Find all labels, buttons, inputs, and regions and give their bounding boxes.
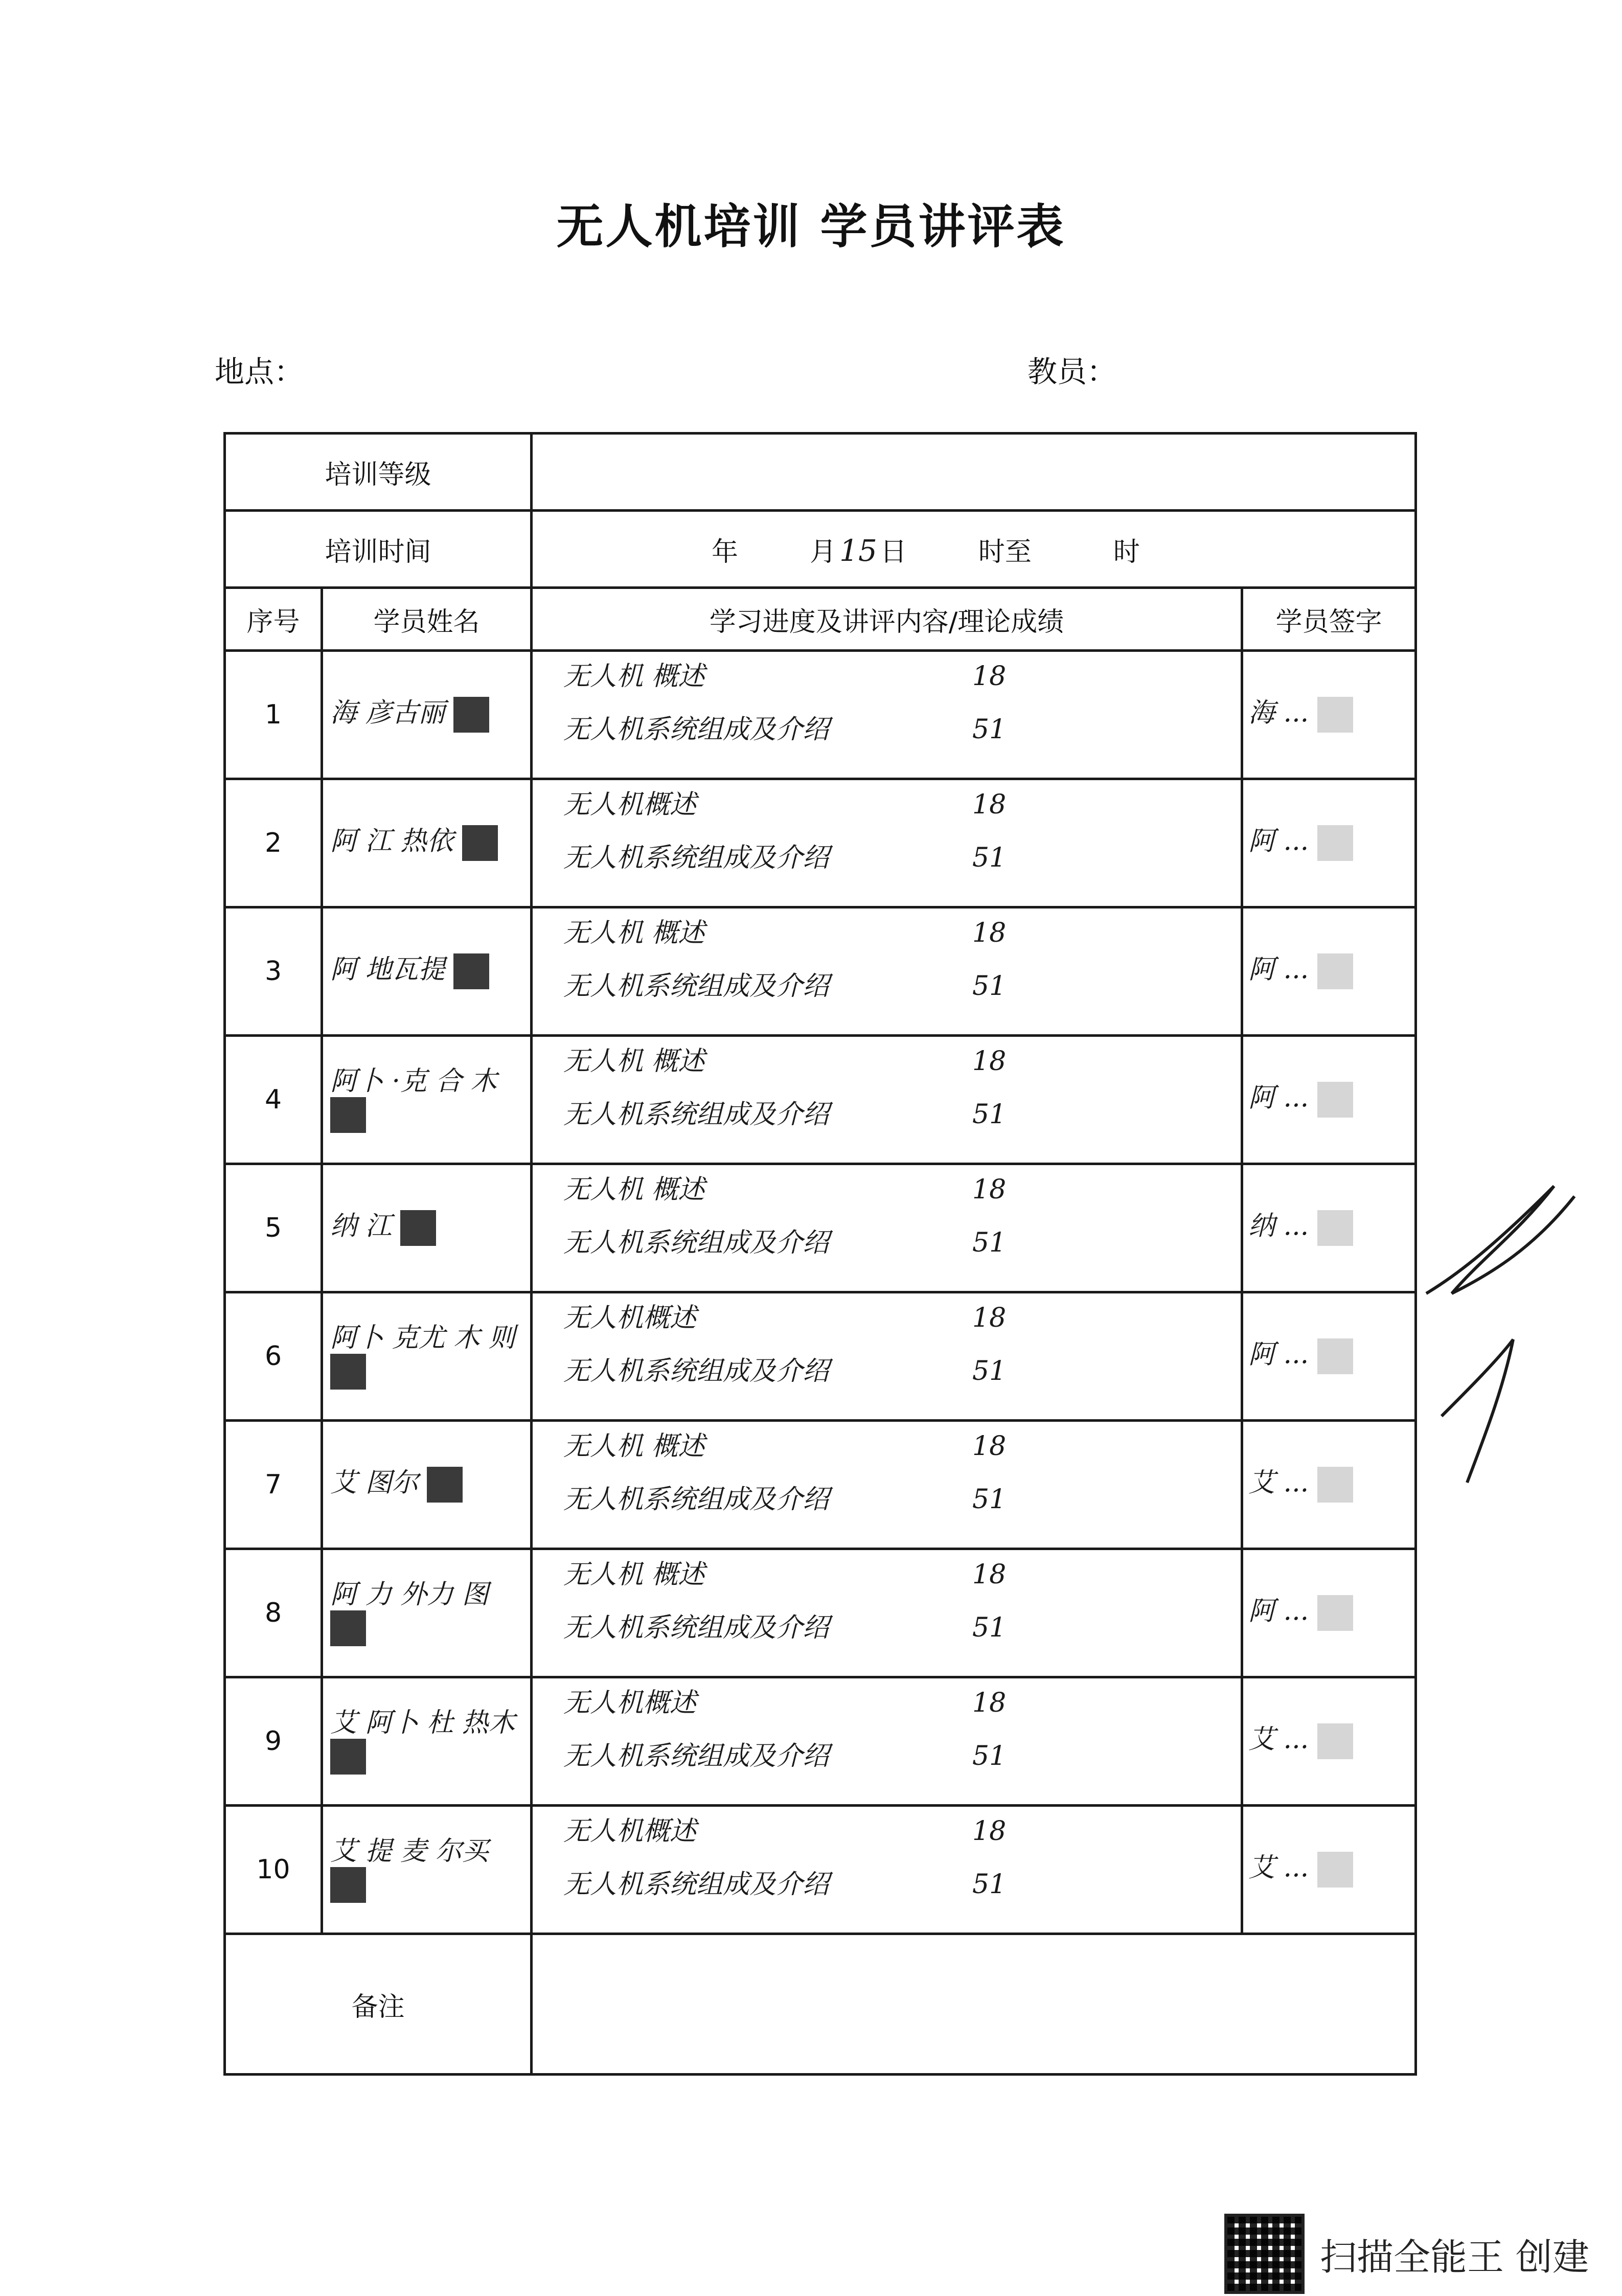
header-content: 学习进度及讲评内容/理论成绩	[532, 588, 1242, 651]
score-system: 51	[972, 1227, 1007, 1258]
redaction-mark	[453, 953, 489, 989]
topic-system: 无人机系统组成及介绍	[563, 1484, 830, 1515]
table-row	[225, 1164, 1416, 1292]
evaluation-table	[223, 432, 1417, 2076]
row-seq: 1	[225, 651, 322, 779]
progress-content	[532, 1292, 1242, 1421]
topic-overview: 无人机概述	[563, 1688, 697, 1718]
student-signature: 阿 ...	[1242, 907, 1416, 1036]
page-title: 无人机培训 学员讲评表	[556, 199, 1066, 254]
table-row	[225, 1421, 1416, 1549]
redaction-mark	[330, 1739, 366, 1775]
table-row	[225, 907, 1416, 1036]
progress-content	[532, 1549, 1242, 1677]
topic-system: 无人机系统组成及介绍	[563, 714, 830, 745]
level-value	[532, 434, 1416, 511]
student-signature: 艾 ...	[1242, 1806, 1416, 1934]
redaction-mark	[1317, 953, 1353, 989]
topic-system: 无人机系统组成及介绍	[563, 971, 830, 1002]
redaction-mark	[1317, 1467, 1353, 1503]
remark-label: 备注	[225, 1934, 532, 2075]
brand-text: 扫描全能王 创建	[1320, 2235, 1589, 2279]
student-signature: 阿 ...	[1242, 779, 1416, 907]
topic-overview: 无人机 概述	[563, 1174, 705, 1205]
redaction-mark	[462, 825, 498, 861]
redaction-mark	[427, 1467, 463, 1503]
topic-system: 无人机系统组成及介绍	[563, 843, 830, 873]
student-name: 艾 阿卜 杜 热木	[322, 1677, 532, 1806]
row-seq: 4	[225, 1036, 322, 1164]
table-row	[225, 1677, 1416, 1806]
student-signature: 阿 ...	[1242, 1292, 1416, 1421]
student-signature: 海 ...	[1242, 651, 1416, 779]
student-name: 阿 力 外力 图	[322, 1549, 532, 1677]
redaction-mark	[1317, 1082, 1353, 1118]
score-system: 51	[972, 714, 1007, 745]
header-seq: 序号	[225, 588, 322, 651]
redaction-mark	[1317, 1595, 1353, 1631]
score-overview: 18	[972, 1046, 1007, 1077]
redaction-mark	[1317, 1723, 1353, 1759]
header-signature: 学员签字	[1242, 588, 1416, 651]
student-name: 艾 提 麦 尔买	[322, 1806, 532, 1934]
score-system: 51	[972, 971, 1007, 1002]
progress-content	[532, 1806, 1242, 1934]
topic-overview: 无人机 概述	[563, 1431, 705, 1462]
signature-stroke	[1421, 1176, 1590, 1493]
scanner-watermark	[1224, 2214, 1589, 2294]
redaction-mark	[330, 1610, 366, 1646]
row-seq: 2	[225, 779, 322, 907]
table-row	[225, 1036, 1416, 1164]
student-name: 海 彦古丽	[322, 651, 532, 779]
topic-overview: 无人机概述	[563, 1303, 697, 1333]
score-system: 51	[972, 1612, 1007, 1643]
table-row	[225, 1292, 1416, 1421]
student-signature: 艾 ...	[1242, 1421, 1416, 1549]
topic-system: 无人机系统组成及介绍	[563, 1227, 830, 1258]
score-system: 51	[972, 1869, 1007, 1900]
level-label: 培训等级	[225, 434, 532, 511]
topic-overview: 无人机概述	[563, 1816, 697, 1847]
progress-content	[532, 1421, 1242, 1549]
progress-content	[532, 1677, 1242, 1806]
progress-content	[532, 907, 1242, 1036]
redaction-mark	[330, 1097, 366, 1133]
topic-system: 无人机系统组成及介绍	[563, 1741, 830, 1771]
table-row	[225, 1549, 1416, 1677]
time-value: 年 月 15 日 时至 时	[532, 511, 1416, 588]
student-signature: 纳 ...	[1242, 1164, 1416, 1292]
student-name: 阿 地瓦提	[322, 907, 532, 1036]
score-system: 51	[972, 1484, 1007, 1515]
score-overview: 18	[972, 661, 1007, 692]
table-row	[225, 1806, 1416, 1934]
redaction-mark	[1317, 1338, 1353, 1374]
redaction-mark	[330, 1354, 366, 1390]
student-name: 阿卜 ·克 合 木	[322, 1036, 532, 1164]
topic-overview: 无人机概述	[563, 789, 697, 820]
score-overview: 18	[972, 1816, 1007, 1847]
score-overview: 18	[972, 1303, 1007, 1333]
row-seq: 7	[225, 1421, 322, 1549]
redaction-mark	[330, 1867, 366, 1903]
student-name: 纳 江	[322, 1164, 532, 1292]
score-system: 51	[972, 1356, 1007, 1386]
progress-content	[532, 651, 1242, 779]
row-seq: 10	[225, 1806, 322, 1934]
redaction-mark	[400, 1210, 436, 1246]
topic-system: 无人机系统组成及介绍	[563, 1612, 830, 1643]
redaction-mark	[453, 697, 489, 733]
topic-overview: 无人机 概述	[563, 1046, 705, 1077]
location-label: 地点：	[215, 354, 304, 389]
row-seq: 6	[225, 1292, 322, 1421]
score-overview: 18	[972, 1431, 1007, 1462]
topic-system: 无人机系统组成及介绍	[563, 1356, 830, 1386]
row-seq: 5	[225, 1164, 322, 1292]
score-system: 51	[972, 843, 1007, 873]
redaction-mark	[1317, 1852, 1353, 1888]
student-name: 艾 图尔	[322, 1421, 532, 1549]
score-overview: 18	[972, 789, 1007, 820]
redaction-mark	[1317, 1210, 1353, 1246]
topic-overview: 无人机 概述	[563, 1559, 705, 1590]
row-seq: 8	[225, 1549, 322, 1677]
redaction-mark	[1317, 697, 1353, 733]
score-system: 51	[972, 1099, 1007, 1130]
progress-content	[532, 779, 1242, 907]
student-signature: 阿 ...	[1242, 1549, 1416, 1677]
table-row	[225, 779, 1416, 907]
student-name: 阿卜 克尤 木 则	[322, 1292, 532, 1421]
score-overview: 18	[972, 1688, 1007, 1718]
table-header	[225, 588, 1416, 651]
progress-content	[532, 1036, 1242, 1164]
student-signature: 艾 ...	[1242, 1677, 1416, 1806]
topic-system: 无人机系统组成及介绍	[563, 1869, 830, 1900]
row-seq: 9	[225, 1677, 322, 1806]
topic-overview: 无人机 概述	[563, 918, 705, 948]
progress-content	[532, 1164, 1242, 1292]
student-name: 阿 江 热依	[322, 779, 532, 907]
topic-overview: 无人机 概述	[563, 661, 705, 692]
topic-system: 无人机系统组成及介绍	[563, 1099, 830, 1130]
score-overview: 18	[972, 1174, 1007, 1205]
teacher-label: 教员：	[1027, 354, 1117, 389]
score-overview: 18	[972, 918, 1007, 948]
redaction-mark	[1317, 825, 1353, 861]
time-label: 培训时间	[225, 511, 532, 588]
qr-code-icon	[1224, 2214, 1305, 2294]
header-name: 学员姓名	[322, 588, 532, 651]
student-signature: 阿 ...	[1242, 1036, 1416, 1164]
score-overview: 18	[972, 1559, 1007, 1590]
remark-value	[532, 1934, 1416, 2075]
table-row	[225, 651, 1416, 779]
row-seq: 3	[225, 907, 322, 1036]
score-system: 51	[972, 1741, 1007, 1771]
